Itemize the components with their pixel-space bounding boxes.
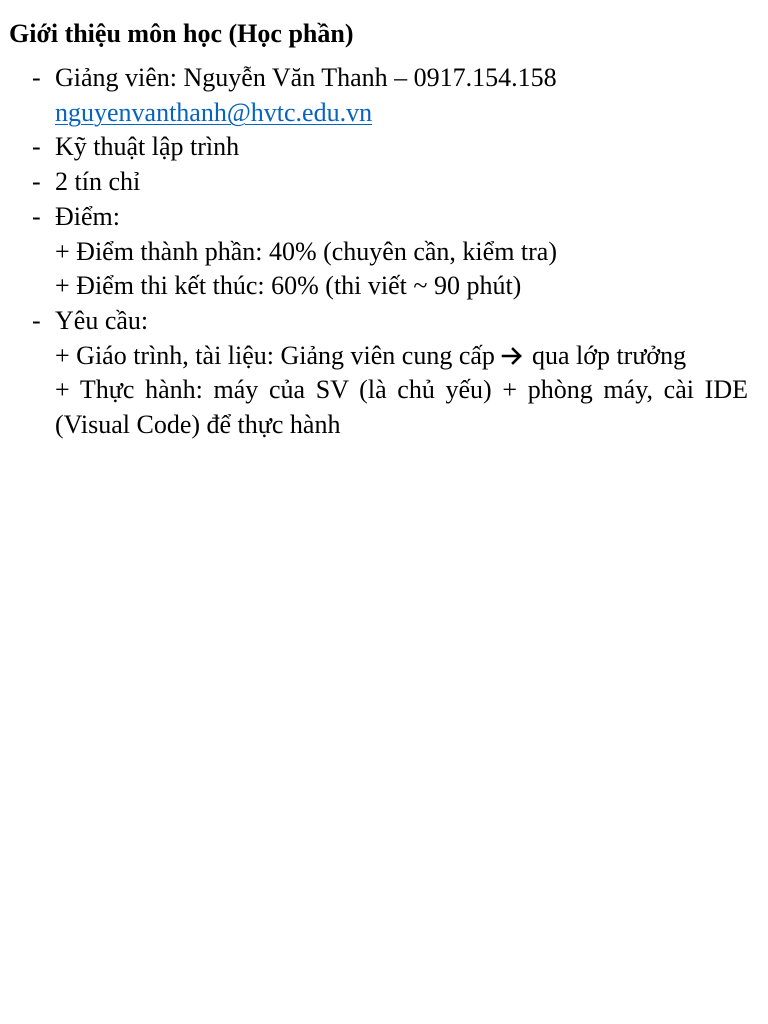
list-item-grades bbox=[0, 200, 748, 304]
list-item-lecturer bbox=[0, 61, 748, 130]
requirement-materials bbox=[55, 339, 748, 374]
bullet-dash: - bbox=[32, 132, 41, 162]
bullet-dash: - bbox=[32, 63, 41, 92]
grade-final: + Điểm thi kết thúc: 60% (thi viết ~ 90 phút) bbox=[55, 271, 522, 301]
list-item-course-name bbox=[0, 130, 748, 165]
grades-label: Điểm: bbox=[55, 201, 120, 231]
list-item-credits bbox=[0, 165, 748, 200]
bullet-dash: - bbox=[32, 167, 41, 197]
course-name: Kỹ thuật lập trình bbox=[55, 132, 240, 162]
lecturer-info: Giảng viên: Nguyễn Văn Thanh – 0917.154.158 bbox=[55, 63, 557, 92]
right-arrow-icon bbox=[501, 346, 525, 366]
course-credits: 2 tín chỉ bbox=[55, 167, 141, 197]
bullet-dash: - bbox=[32, 201, 41, 231]
materials-recipient: qua lớp trưởng bbox=[531, 340, 687, 370]
lecturer-email-link[interactable]: nguyenvanthanh@hvtc.edu.vn bbox=[55, 97, 373, 127]
list-item-requirements bbox=[0, 304, 748, 443]
bullet-dash: - bbox=[32, 305, 41, 335]
requirements-label: Yêu cầu: bbox=[55, 305, 149, 335]
materials-text: + Giáo trình, tài liệu: Giảng viên cung cấp bbox=[55, 340, 495, 370]
grade-component: + Điểm thành phần: 40% (chuyên cần, kiểm tra) bbox=[55, 236, 557, 266]
page-title: Giới thiệu môn học (Học phần) bbox=[9, 19, 354, 48]
requirement-practice: + Thực hành: máy của SV (là chủ yếu) + phòng máy, cài IDE (Visual Code) để thực hành bbox=[55, 375, 748, 440]
info-list bbox=[0, 61, 768, 443]
